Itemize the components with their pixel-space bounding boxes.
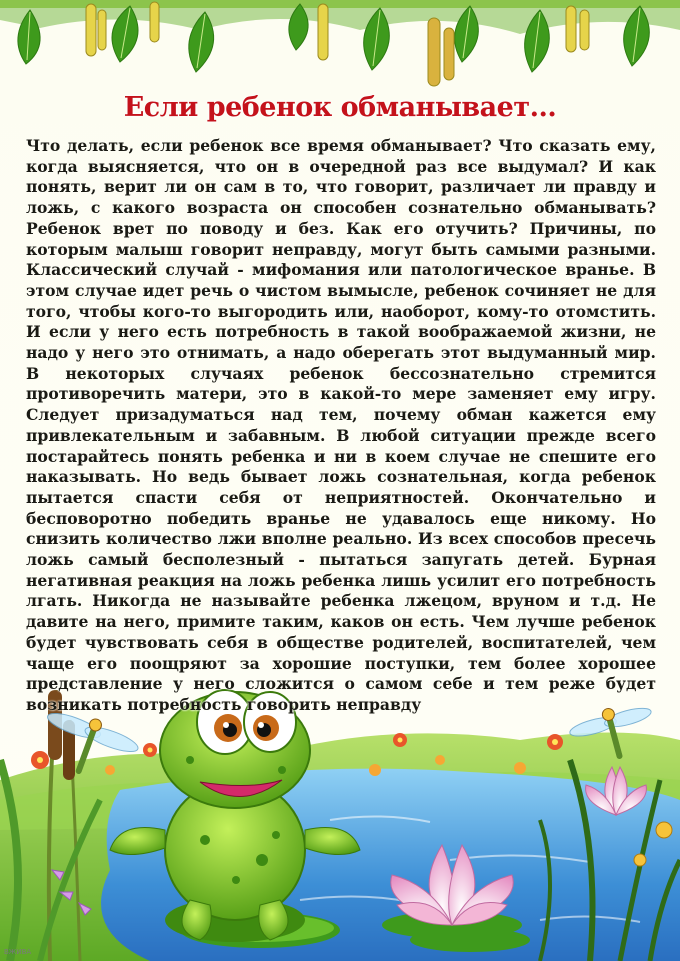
page-title: Если ребенок обманывает... — [123, 92, 557, 123]
article-body: Что делать, если ребенок все время обманывает? Что сказать ему, когда выясняется, что он в очередной раз все выдумал? И как понять, верит ли он сам в то, что говорит, различает ли правду и ложь, с какого возраста он способен сознательно обманывать? Ребенок врет по поводу и без. Как его отучить? Причины, по которым малыш говорит неправду, могут быть самыми разными. Классический случай - мифомания или патологическое вранье. В этом случае идет речь о чистом вымысле, ребенок сочиняет не для того, чтобы кого-то выгородить или, наоборот, кому-то отомстить. И если у него есть потребность в такой воображаемой жизни, не надо у него это отнимать, а надо оберегать этот выдуманный мир. В некоторых случаях ребенок бессознательно стремится противоречить матери, это в какой-то мере заменяет ему игру. Следует призадуматься над тем, почему обман кажется ему привлекательным и забавным. В любой ситуации прежде всего постарайтесь понять ребенка и ни в коем случае не спешите его наказывать. Но ведь бывает ложь сознательная, когда ребенок пытается спасти себя от неприятностей. Окончательно и бесповоротно победить вранье не удавалось еще никому. Но снизить количество лжи вполне реально. Из всех способов пресечь ложь самый бесполезный - пытаться запугать детей. Бурная негативная реакция на ложь ребенка лишь усилит его потребность лгать. Никогда не называйте ребенка лжецом, вруном и т.д. Не давите на него, примите таким, каков он есть. Чем лучше ребенок будет чувствовать себя в обществе родителей, воспитателей, чем чаще его поощряют за хорошие поступки, тем более хорошее представление у него сложится о самом себе и тем реже будет возникать потребность говорить неправду — [26, 136, 656, 714]
watermark-text: ВЖИВА — [4, 948, 32, 956]
